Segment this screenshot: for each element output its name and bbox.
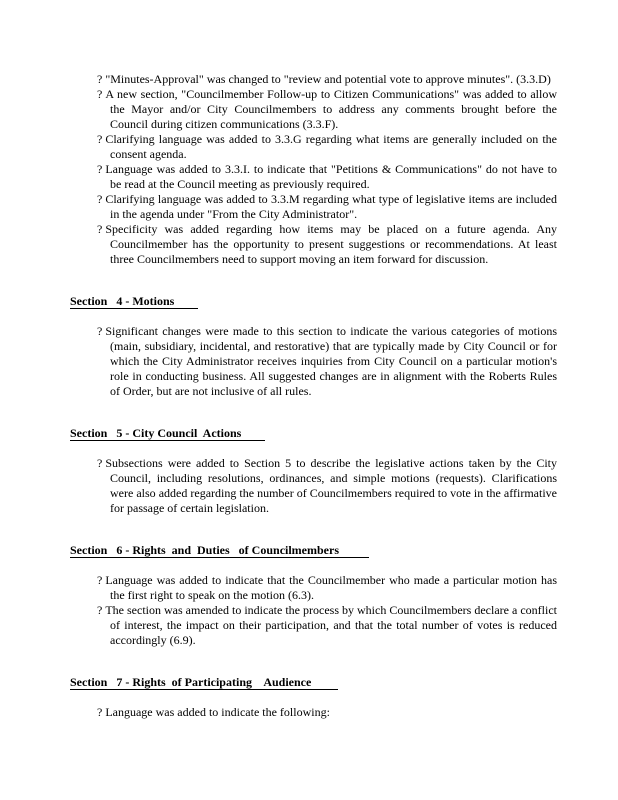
- bullet-glyph: ?: [97, 324, 103, 338]
- section-heading-text: Section 4 - Motions: [70, 295, 198, 309]
- section-heading-text: Section 5 - City Council Actions: [70, 427, 265, 441]
- bullet-text: Specificity was added regarding how items may be placed on a future agenda. Any Councilmember has the opportunity to present suggestions or recommendations. At least three Councilmembers need to support moving an item forward for discussion.: [105, 222, 557, 266]
- section-5-city-council-actions: [0, 426, 618, 516]
- section-heading-text: Section 6 - Rights and Duties of Councilmembers: [70, 544, 369, 558]
- bullet-text: Clarifying language was added to 3.3.M regarding what type of legislative items are included in the agenda under "From the City Administrator".: [105, 192, 557, 221]
- bullet-item: [97, 87, 557, 132]
- bullet-glyph: ?: [97, 603, 103, 617]
- bullet-text: A new section, "Councilmember Follow-up to Citizen Communications" was added to allow the Mayor and/or City Councilmembers to address any comments brought before the Council during citizen communications (3.3.F).: [105, 87, 557, 131]
- bullet-glyph: ?: [97, 705, 103, 719]
- section-heading: [70, 675, 618, 690]
- bullet-text: Clarifying language was added to 3.3.G regarding what items are generally included on the consent agenda.: [105, 132, 557, 161]
- bullet-text: The section was amended to indicate the process by which Councilmembers declare a conflict of interest, the impact on their participation, and that the total number of votes is reduced accordingly (6.9).: [105, 603, 557, 647]
- bullet-item: [97, 162, 557, 192]
- bullet-text: "Minutes-Approval" was changed to "review and potential vote to approve minutes". (3.3.D): [105, 72, 551, 86]
- section-bullet-list: [0, 324, 557, 399]
- bullet-item: [97, 603, 557, 648]
- bullet-item: [97, 222, 557, 267]
- bullet-item: [97, 705, 557, 720]
- bullet-item: [97, 456, 557, 516]
- bullet-text: Significant changes were made to this section to indicate the various categories of motions (main, subsidiary, incidental, and restorative) that are typically made by City Council or for which the City Administrator receives inquiries from City Council on a particular motion's role in conducting business. All suggested changes are in alignment with the Roberts Rules of Order, but are not inclusive of all rules.: [105, 324, 557, 398]
- bullet-glyph: ?: [97, 72, 103, 86]
- section-heading-text: Section 7 - Rights of Participating Audience: [70, 676, 338, 690]
- section-7-rights-participating-audience: [0, 675, 618, 720]
- bullet-glyph: ?: [97, 456, 103, 470]
- section-bullet-list: [0, 573, 557, 648]
- intro-bullet-list: [0, 72, 557, 267]
- bullet-glyph: ?: [97, 573, 103, 587]
- bullet-item: [97, 192, 557, 222]
- section-heading: [70, 543, 618, 558]
- section-heading: [70, 426, 618, 441]
- bullet-text: Subsections were added to Section 5 to describe the legislative actions taken by the City Council, including resolutions, ordinances, and simple motions (requests). Clarifications were also added regarding the number of Councilmembers required to vote in the affirmative for passage of certain legislation.: [105, 456, 557, 515]
- bullet-glyph: ?: [97, 132, 103, 146]
- bullet-text: Language was added to 3.3.I. to indicate that "Petitions & Communications" do not have to be read at the Council meeting as previously required.: [105, 162, 557, 191]
- bullet-text: Language was added to indicate the following:: [105, 705, 330, 719]
- section-heading: [70, 294, 618, 309]
- bullet-glyph: ?: [97, 87, 103, 101]
- bullet-glyph: ?: [97, 192, 103, 206]
- section-6-rights-duties-councilmembers: [0, 543, 618, 648]
- bullet-item: [97, 324, 557, 399]
- section-bullet-list: [0, 456, 557, 516]
- bullet-item: [97, 72, 557, 87]
- bullet-glyph: ?: [97, 222, 103, 236]
- bullet-text: Language was added to indicate that the Councilmember who made a particular motion has the first right to speak on the motion (6.3).: [105, 573, 557, 602]
- bullet-glyph: ?: [97, 162, 103, 176]
- bullet-item: [97, 132, 557, 162]
- section-4-motions: [0, 294, 618, 399]
- section-bullet-list: [0, 705, 557, 720]
- bullet-item: [97, 573, 557, 603]
